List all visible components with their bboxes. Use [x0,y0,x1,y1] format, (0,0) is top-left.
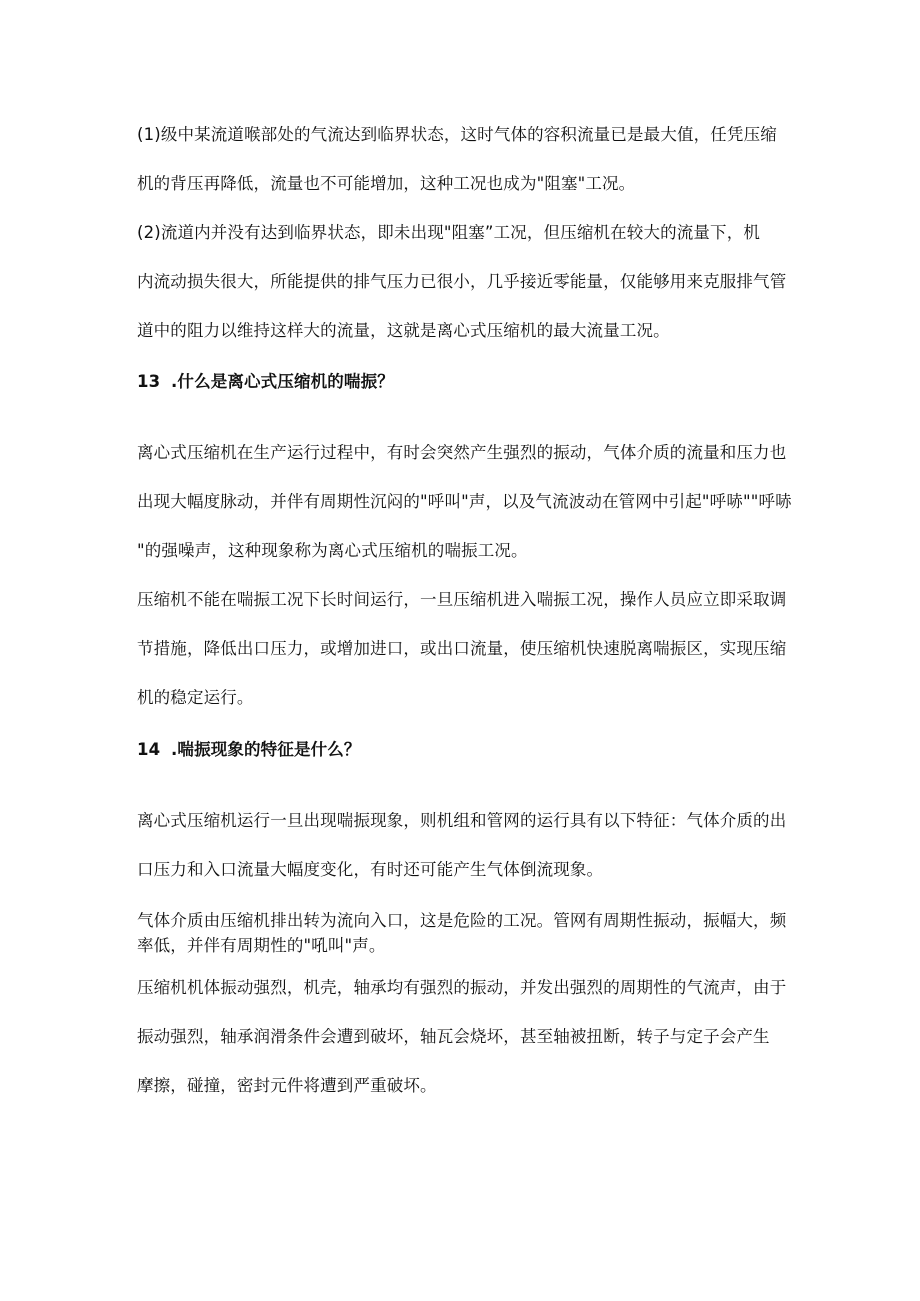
section-title: .什么是离心式压缩机的喘振？ [171,372,394,391]
paragraph-line: 道中的阻力以维持这样大的流量，这就是离心式压缩机的最大流量工况。 [137,321,670,340]
section-heading-13 [137,371,394,393]
section-number: 13 [137,372,161,391]
section-title: .喘振现象的特征是什么？ [171,740,361,759]
paragraph-line: 口压力和入口流量大幅度变化，有时还可能产生气体倒流现象。 [137,860,604,879]
paragraph-line: 离心式压缩机运行一旦出现喘振现象，则机组和管网的运行具有以下特征：气体介质的出 [137,811,787,830]
paragraph-line: 离心式压缩机在生产运行过程中，有时会突然产生强烈的振动，气体介质的流量和压力也 [137,443,787,462]
paragraph-line: "的强噪声，这种现象称为离心式压缩机的喘振工况。 [137,541,528,560]
section-number: 14 [137,740,161,759]
paragraph-line: 压缩机机体振动强烈，机壳，轴承均有强烈的振动，并发出强烈的周期性的气流声，由于 [137,978,787,997]
paragraph-line: 气体介质由压缩机排出转为流向入口，这是危险的工况。管网有周期性振动，振幅大，频 [137,911,787,930]
paragraph-line: 率低，并伴有周期性的"吼叫"声。 [137,936,386,955]
section-heading-14 [137,739,361,761]
paragraph-line: 压缩机不能在喘振工况下长时间运行，一旦压缩机进入喘振工况，操作人员应立即采取调 [137,590,787,609]
paragraph-line: (1)级中某流道喉部处的气流达到临界状态，这时气体的容积流量已是最大值，任凭压缩 [137,125,777,144]
paragraph-line: 振动强烈，轴承润滑条件会遭到破坏，轴瓦会烧坏，甚至轴被扭断，转子与定子会产生 [137,1027,770,1046]
paragraph-line: 机的背压再降低，流量也不可能增加，这种工况也成为"阻塞"工况。 [137,174,636,193]
paragraph-line: 机的稳定运行。 [137,688,254,707]
paragraph-line: 内流动损失很大，所能提供的排气压力已很小，几乎接近零能量，仅能够用来克服排气管 [137,272,787,291]
paragraph-line: (2)流道内并没有达到临界状态，即未出现"阻塞”工况，但压缩机在较大的流量下，机 [137,223,761,242]
paragraph-line: 摩擦，碰撞，密封元件将遭到严重破坏。 [137,1076,437,1095]
paragraph-line: 出现大幅度脉动，并伴有周期性沉闷的"呼叫"声，以及气流波动在管网中引起"呼哧""呼哧 [137,492,792,511]
paragraph-line: 节措施，降低出口压力，或增加进口，或出口流量，使压缩机快速脱离喘振区，实现压缩 [137,639,787,658]
